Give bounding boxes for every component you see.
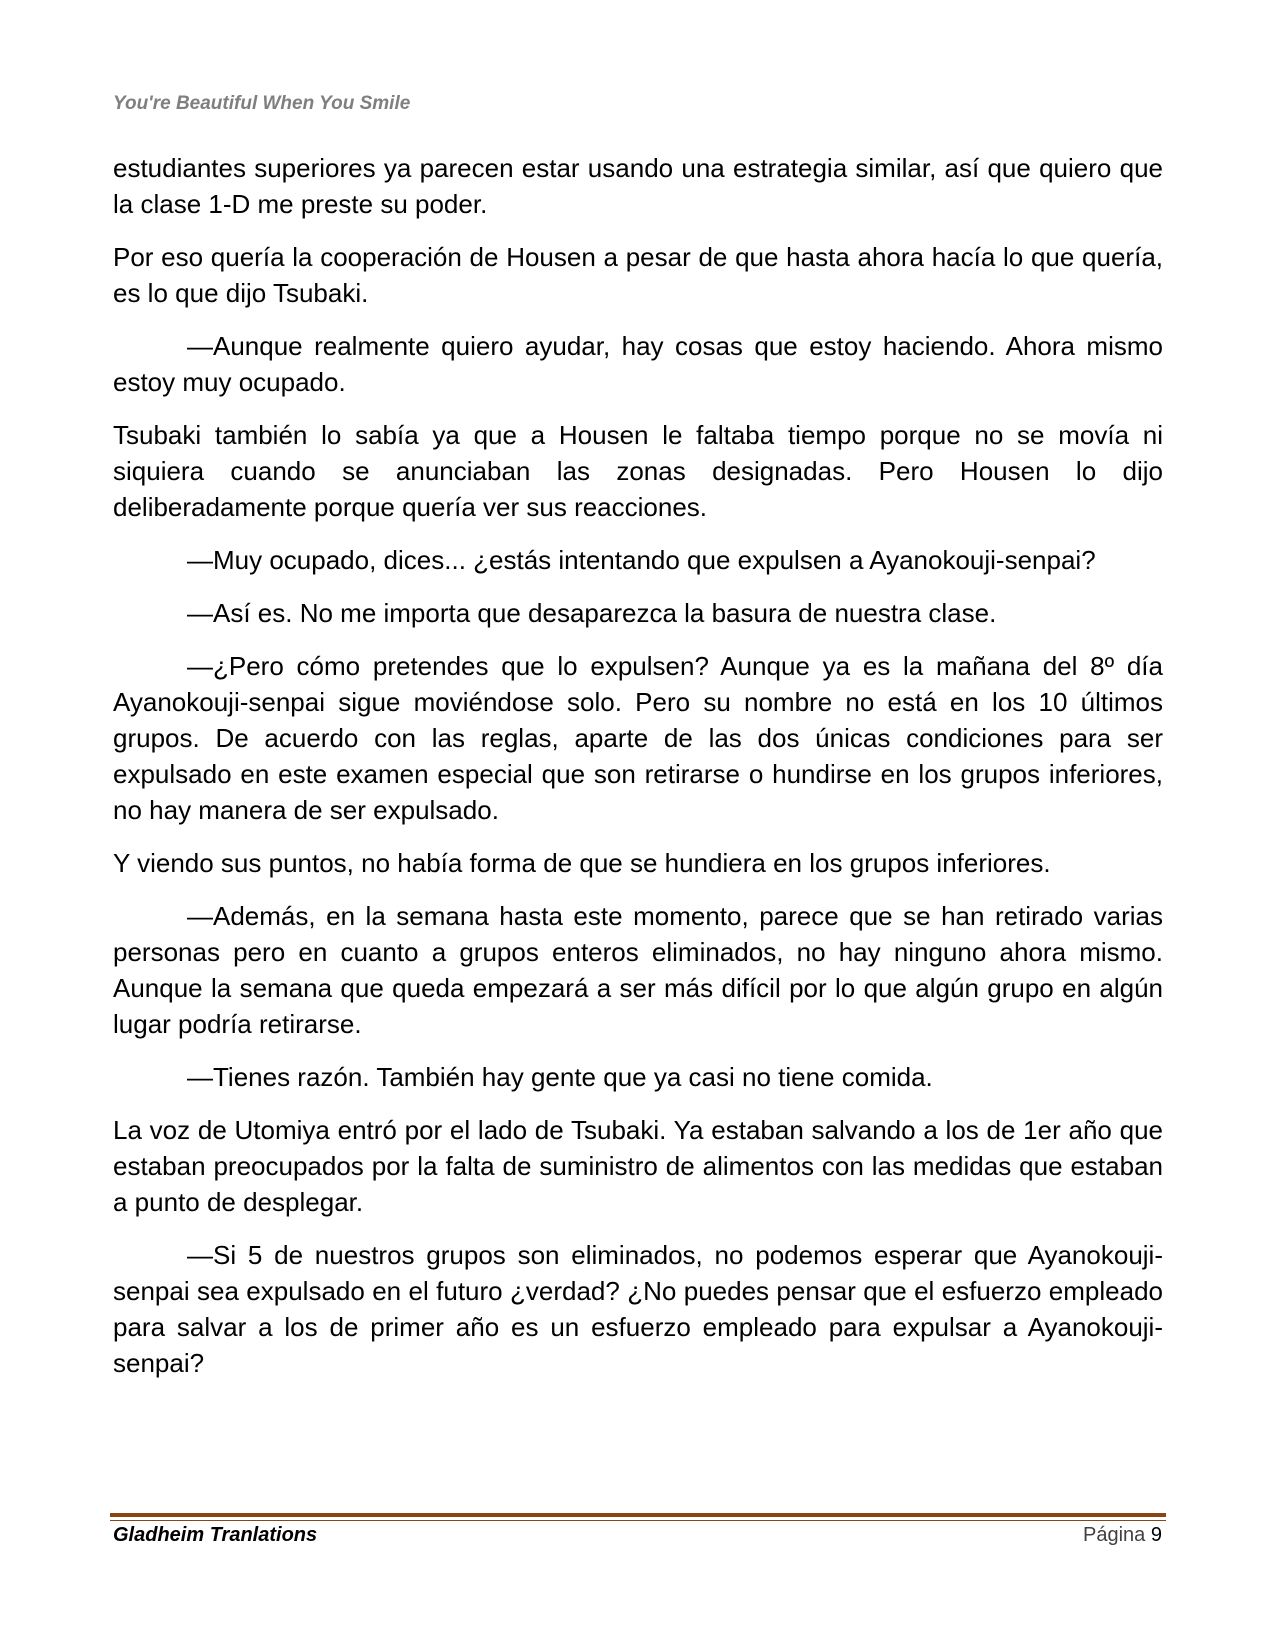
footer-credit: Gladheim Tranlations (113, 1524, 318, 1546)
dialogue-paragraph: —Tienes razón. También hay gente que ya casi no tiene comida. (187, 1062, 933, 1092)
dialogue-paragraph: —¿Pero cómo pretendes que lo expulsen? Aunque ya es la mañana del 8º día Ayanokouji-senpai sigue moviéndose solo. Pero su nombre no está en los 10 últimos grupos. De acuerdo con las reglas, aparte de las dos únicas condiciones para ser expulsado en este examen especial que son retirarse o hundirse en los grupos inferiores, no hay manera de ser expulsado. (113, 651, 1163, 825)
page-number-label (1083, 1524, 1162, 1547)
paragraph: Tsubaki también lo sabía ya que a Housen le faltaba tiempo porque no se movía ni siquiera cuando se anunciaban las zonas designadas. Pero Housen lo dijo deliberadamente porque quería ver sus reacciones. (113, 420, 1163, 522)
dialogue-paragraph: —Muy ocupado, dices... ¿estás intentando que expulsen a Ayanokouji-senpai? (187, 545, 1096, 575)
page-number: 9 (1150, 1524, 1162, 1546)
paragraph: Por eso quería la cooperación de Housen a pesar de que hasta ahora hacía lo que quería, es lo que dijo Tsubaki. (113, 242, 1163, 308)
page-label: Página (1083, 1524, 1146, 1546)
footer-divider-thin (110, 1520, 1166, 1521)
footer-divider-thick (110, 1513, 1166, 1517)
paragraph: La voz de Utomiya entró por el lado de Tsubaki. Ya estaban salvando a los de 1er año que estaban preocupados por la falta de suministro de alimentos con las medidas que estaban a punto de desplegar. (113, 1115, 1163, 1217)
dialogue-paragraph: —Además, en la semana hasta este momento, parece que se han retirado varias personas pero en cuanto a grupos enteros eliminados, no hay ninguno ahora mismo. Aunque la semana que queda empezará a ser más difícil por lo que algún grupo en algún lugar podría retirarse. (113, 901, 1163, 1039)
dialogue-paragraph: —Así es. No me importa que desaparezca la basura de nuestra clase. (187, 598, 997, 628)
dialogue-paragraph: —Si 5 de nuestros grupos son eliminados, no podemos esperar que Ayanokouji-senpai sea expulsado en el futuro ¿verdad? ¿No puedes pensar que el esfuerzo empleado para salvar a los de primer año es un esfuerzo empleado para expulsar a Ayanokouji-senpai? (113, 1240, 1163, 1378)
body-text (113, 150, 1163, 1398)
running-header: You're Beautiful When You Smile (113, 93, 411, 114)
dialogue-paragraph: —Aunque realmente quiero ayudar, hay cosas que estoy haciendo. Ahora mismo estoy muy ocupado. (113, 331, 1163, 397)
paragraph: estudiantes superiores ya parecen estar usando una estrategia similar, así que quiero que la clase 1-D me preste su poder. (113, 153, 1163, 219)
paragraph: Y viendo sus puntos, no había forma de que se hundiera en los grupos inferiores. (113, 848, 1051, 878)
